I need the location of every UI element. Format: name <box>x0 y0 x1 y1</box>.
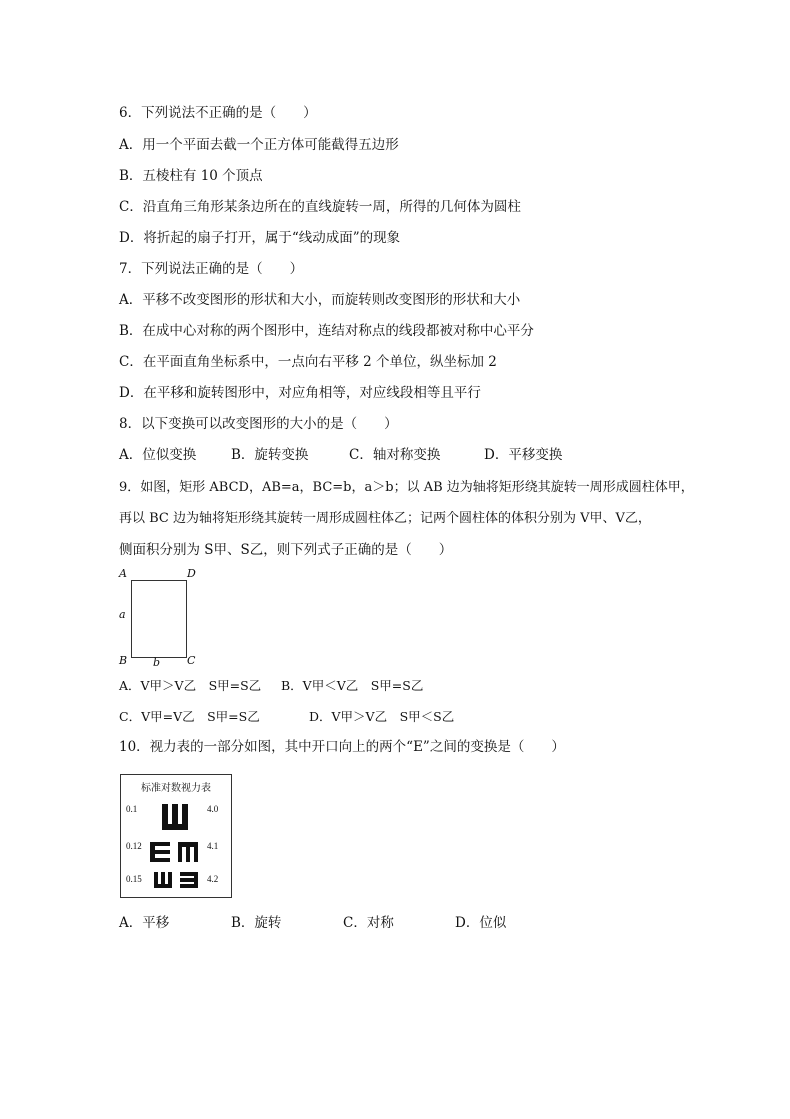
q7-stem: 7．下列说法正确的是（ ） <box>119 261 304 277</box>
label-d-vertex: D <box>187 567 196 580</box>
q6-stem: 6．下列说法不正确的是（ ） <box>119 105 317 121</box>
label-side-a: a <box>119 608 126 621</box>
q9-option-c: C．V甲=V乙 S甲=S乙 <box>119 709 260 724</box>
q10-option-d: D．位似 <box>455 915 507 931</box>
q9-stem-line1: 9．如图，矩形 ABCD，AB=a，BC=b，a＞b；以 AB 边为轴将矩形绕其旋转一周形成圆柱体甲， <box>119 480 694 495</box>
rectangle-abcd <box>131 580 187 658</box>
chart-left-label: 0.1 <box>126 804 138 814</box>
q8-option-d: D．平移变换 <box>484 447 563 463</box>
q8-stem: 8．以下变换可以改变图形的大小的是（ ） <box>119 416 398 432</box>
e-symbol-right <box>150 842 170 862</box>
e-symbol-up-small <box>154 872 172 888</box>
q7-option-b: B．在成中心对称的两个图形中，连结对称点的线段都被对称中心平分 <box>119 323 534 339</box>
e-symbol-down <box>178 842 198 862</box>
q8-option-c: C．轴对称变换 <box>349 447 441 463</box>
q10-option-b: B．旋转 <box>231 915 282 931</box>
q9-stem-line3: 侧面积分别为 S甲、S乙，则下列式子正确的是（ ） <box>119 542 453 558</box>
label-b-vertex: B <box>119 654 128 667</box>
label-side-b: b <box>153 656 161 669</box>
label-c-vertex: C <box>187 654 196 667</box>
q10-option-a: A．平移 <box>119 915 170 931</box>
q8-option-a: A．位似变换 <box>119 447 197 463</box>
q10-option-c: C．对称 <box>343 915 394 931</box>
e-symbol-left <box>180 872 198 888</box>
chart-right-label: 4.2 <box>207 874 219 884</box>
q6-option-b: B．五棱柱有 10 个顶点 <box>119 168 263 184</box>
q6-option-c: C．沿直角三角形某条边所在的直线旋转一周，所得的几何体为圆柱 <box>119 199 521 215</box>
vision-chart-symbols <box>120 774 232 898</box>
q10-stem: 10．视力表的一部分如图，其中开口向上的两个“E”之间的变换是（ ） <box>119 739 565 755</box>
q6-option-a: A．用一个平面去截一个正方体可能截得五边形 <box>119 137 399 153</box>
chart-left-label: 0.15 <box>126 874 142 884</box>
chart-left-label: 0.12 <box>126 841 142 851</box>
q7-option-c: C．在平面直角坐标系中，一点向右平移 2 个单位，纵坐标加 2 <box>119 354 497 370</box>
q6-option-d: D．将折起的扇子打开，属于“线动成面”的现象 <box>119 230 401 246</box>
vision-chart <box>120 774 232 898</box>
q9-stem-line2: 再以 BC 边为轴将矩形绕其旋转一周形成圆柱体乙；记两个圆柱体的体积分别为 V甲、V乙， <box>119 511 651 526</box>
vision-chart-title: 标准对数视力表 <box>141 783 211 794</box>
e-symbol-up-large <box>162 804 188 830</box>
chart-right-label: 4.1 <box>207 841 219 851</box>
q9-option-a: A．V甲＞V乙 S甲=S乙 <box>119 678 262 693</box>
q9-option-b: B．V甲＜V乙 S甲=S乙 <box>281 678 424 693</box>
q7-option-a: A．平移不改变图形的形状和大小，而旋转则改变图形的形状和大小 <box>119 292 521 308</box>
q9-option-d: D．V甲＞V乙 S甲＜S乙 <box>309 709 455 724</box>
q7-option-d: D．在平移和旋转图形中，对应角相等，对应线段相等且平行 <box>119 385 481 401</box>
q8-option-b: B．旋转变换 <box>231 447 309 463</box>
chart-right-label: 4.0 <box>207 804 219 814</box>
label-a-vertex: A <box>119 567 127 580</box>
